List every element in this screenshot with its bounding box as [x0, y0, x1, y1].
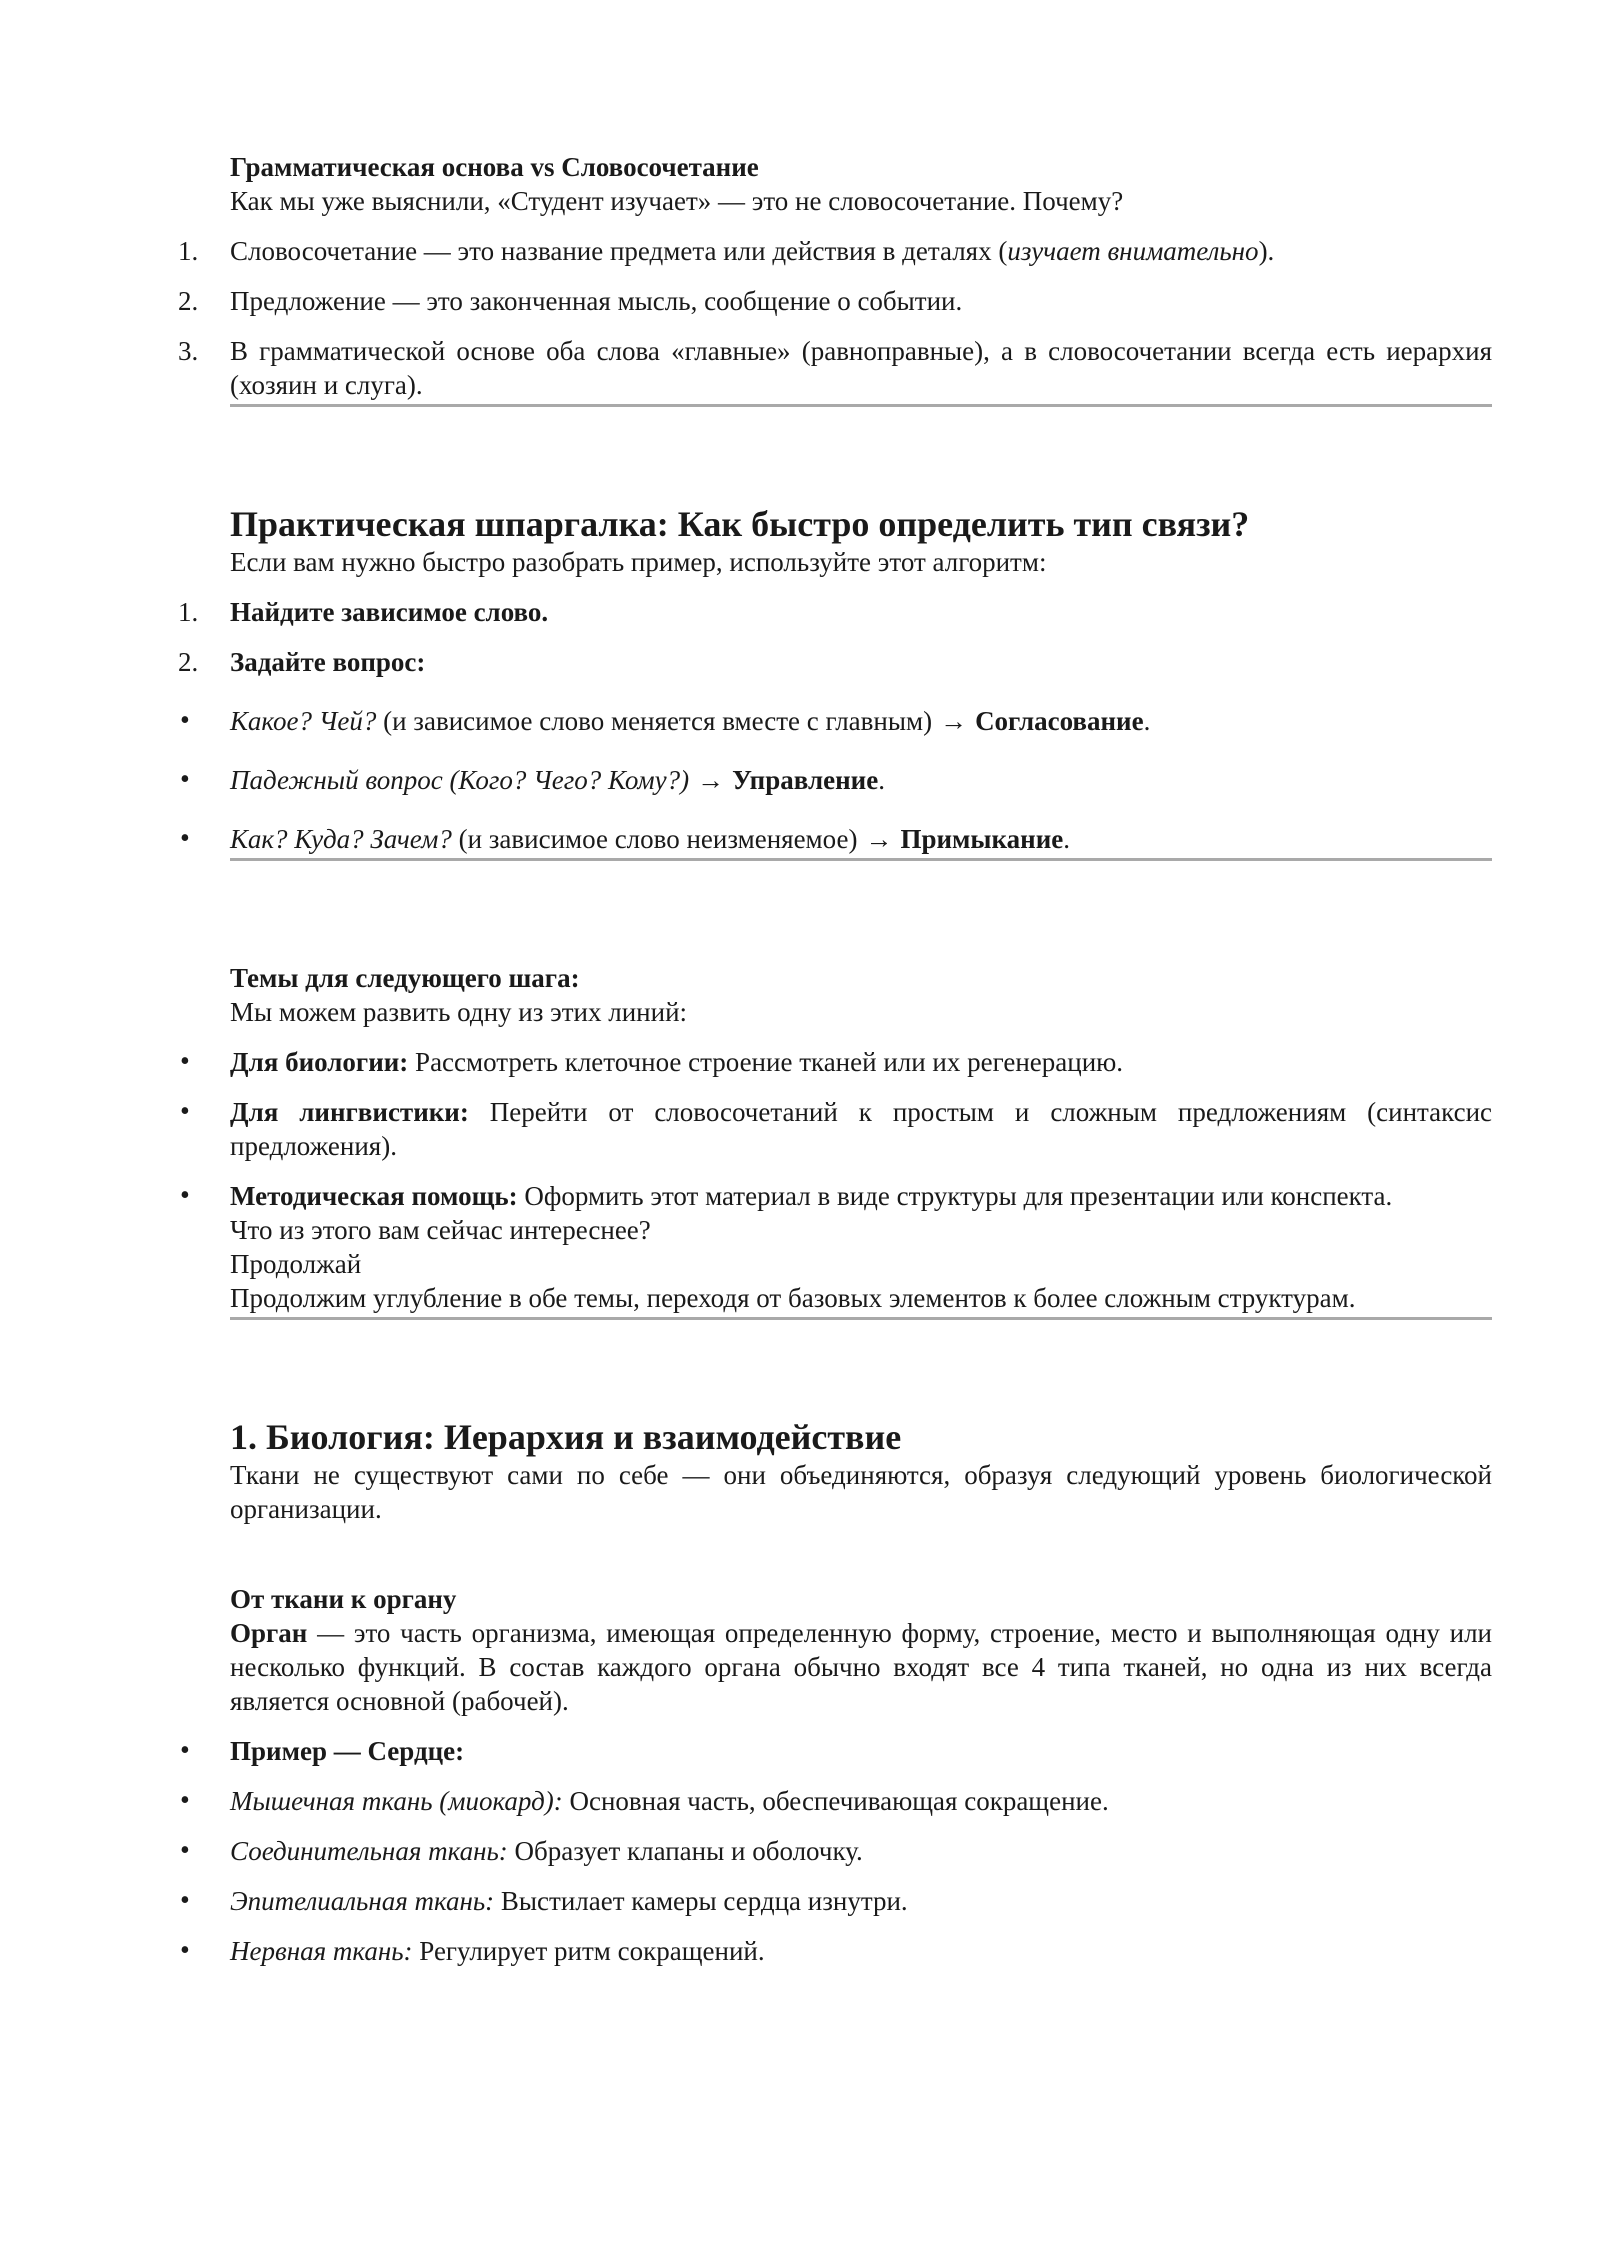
section-biology: [180, 1416, 1492, 1968]
section-cheatsheet: [178, 503, 1492, 861]
organ-def-text: — это часть организма, имеющая определенную форму, строение, место и выполняющая одну или несколько функций. В состав каждого органа обычно входят все 4 типа тканей, но одна из них всегда является основной (рабочей).: [230, 1618, 1492, 1716]
horizontal-rule: [230, 1317, 1492, 1320]
section-grammar: [178, 150, 1492, 407]
item-text-end: ).: [1258, 236, 1275, 266]
horizontal-rule: [230, 404, 1492, 407]
tissue-desc: Образует клапаны и оболочку.: [507, 1836, 863, 1866]
rule-result: Управление: [732, 765, 879, 795]
item-text: Предложение — это законченная мысль, сообщение о событии.: [230, 286, 963, 316]
bullet-icon: •: [180, 1735, 190, 1766]
reply-text: Продолжай: [230, 1249, 362, 1279]
rule-result: Примыкание: [900, 824, 1064, 854]
horizontal-rule: [230, 858, 1492, 861]
rule-end: .: [1063, 824, 1070, 854]
bullet-item: [180, 1784, 1492, 1818]
list-item: [178, 234, 1492, 268]
section-heading: Темы для следующего шага:: [230, 963, 580, 993]
list-number: 1.: [178, 597, 199, 627]
bullet-item: [180, 1884, 1492, 1918]
item-text: Перейти от словосочетаний к простым и сложным предложениям (синтаксис предложения).: [230, 1097, 1492, 1161]
bullet-icon: •: [180, 1096, 190, 1127]
item-label: Методическая помощь:: [230, 1181, 518, 1211]
tissue-name: Мышечная ткань (миокард):: [230, 1786, 563, 1816]
item-label: Для биологии:: [230, 1047, 409, 1077]
rule-question: Какое? Чей?: [230, 706, 377, 736]
bullet-icon: •: [180, 1885, 190, 1916]
rule-question: Падежный вопрос (Кого? Чего? Кому?): [230, 765, 690, 795]
bullet-icon: •: [180, 705, 190, 736]
bullet-icon: •: [180, 1835, 190, 1866]
list-item: [178, 645, 1492, 679]
bullet-item: [180, 1934, 1492, 1968]
organ-definition: [230, 1616, 1492, 1718]
bullet-item: [180, 1095, 1492, 1163]
organ-term: Орган: [230, 1618, 308, 1648]
rule-result: Согласование: [975, 706, 1144, 736]
bullet-item: [180, 1834, 1492, 1868]
list-item: [178, 334, 1492, 402]
bullet-icon: •: [180, 1935, 190, 1966]
section-intro: Ткани не существуют сами по себе — они объединяются, образуя следующий уровень биологической организации.: [230, 1460, 1492, 1524]
tissue-desc: Основная часть, обеспечивающая сокращение.: [562, 1786, 1109, 1816]
tissue-name: Эпителиальная ткань:: [230, 1886, 495, 1916]
tissue-name: Нервная ткань:: [230, 1936, 413, 1966]
rule-end: .: [878, 765, 885, 795]
item-text: Найдите зависимое слово.: [230, 597, 549, 627]
arrow-icon: →: [940, 706, 968, 736]
rule-note: (и зависимое слово неизменяемое): [451, 824, 858, 854]
tissue-desc: Выстилает камеры сердца изнутри.: [494, 1886, 908, 1916]
item-text: Задайте вопрос:: [230, 647, 426, 677]
item-text: В грамматической основе оба слова «главные» (равноправные), а в словосочетании всегда есть иерархия (хозяин и слуга).: [230, 336, 1492, 400]
bullet-icon: •: [180, 1785, 190, 1816]
item-text: Словосочетание — это название предмета или действия в деталях (: [230, 236, 1008, 266]
list-number: 1.: [178, 236, 199, 266]
section-heading: 1. Биология: Иерархия и взаимодействие: [230, 1417, 902, 1457]
rule-question: Как? Куда? Зачем?: [230, 824, 452, 854]
arrow-icon: →: [865, 824, 893, 854]
list-number: 2.: [178, 286, 199, 316]
item-text: Рассмотреть клеточное строение тканей или их регенерацию.: [408, 1047, 1124, 1077]
list-number: 3.: [178, 336, 199, 366]
section-heading: Грамматическая основа vs Словосочетание: [230, 152, 759, 182]
bullet-item: [180, 1045, 1492, 1079]
section-intro: Как мы уже выяснили, «Студент изучает» — это не словосочетание. Почему?: [230, 186, 1124, 216]
item-emphasis: изучает внимательно: [1007, 236, 1259, 266]
bullet-icon: •: [180, 1046, 190, 1077]
arrow-icon: →: [697, 765, 725, 795]
section-next-topics: [180, 961, 1492, 1320]
bullet-icon: •: [180, 764, 190, 795]
rule-end: .: [1143, 706, 1151, 736]
example-label: Пример — Сердце:: [230, 1736, 465, 1766]
bullet-item: [180, 1179, 1492, 1213]
item-label: Для лингвистики:: [230, 1097, 469, 1127]
list-number: 2.: [178, 647, 199, 677]
bullet-item: [180, 822, 1492, 856]
section-intro: Если вам нужно быстро разобрать пример, используйте этот алгоритм:: [230, 547, 1047, 577]
bullet-item: [180, 1734, 1492, 1768]
tissue-name: Соединительная ткань:: [230, 1836, 508, 1866]
rule-note: (и зависимое слово меняется вместе с главным): [376, 706, 933, 736]
list-item: [178, 595, 1492, 629]
bullet-icon: •: [180, 1180, 190, 1211]
question-text: Что из этого вам сейчас интереснее?: [230, 1215, 651, 1245]
bullet-item: [180, 763, 1492, 797]
bullet-icon: •: [180, 823, 190, 854]
subsection-heading: От ткани к органу: [230, 1584, 457, 1614]
item-text: Оформить этот материал в виде структуры для презентации или конспекта.: [517, 1181, 1393, 1211]
tissue-desc: Регулирует ритм сокращений.: [412, 1936, 765, 1966]
bullet-item: [180, 704, 1492, 738]
list-item: [178, 284, 1492, 318]
section-intro: Мы можем развить одну из этих линий:: [230, 997, 688, 1027]
section-heading: Практическая шпаргалка: Как быстро определить тип связи?: [230, 504, 1250, 544]
document-page: [178, 150, 1492, 1968]
answer-text: Продолжим углубление в обе темы, переходя от базовых элементов к более сложным структурам.: [230, 1283, 1356, 1313]
